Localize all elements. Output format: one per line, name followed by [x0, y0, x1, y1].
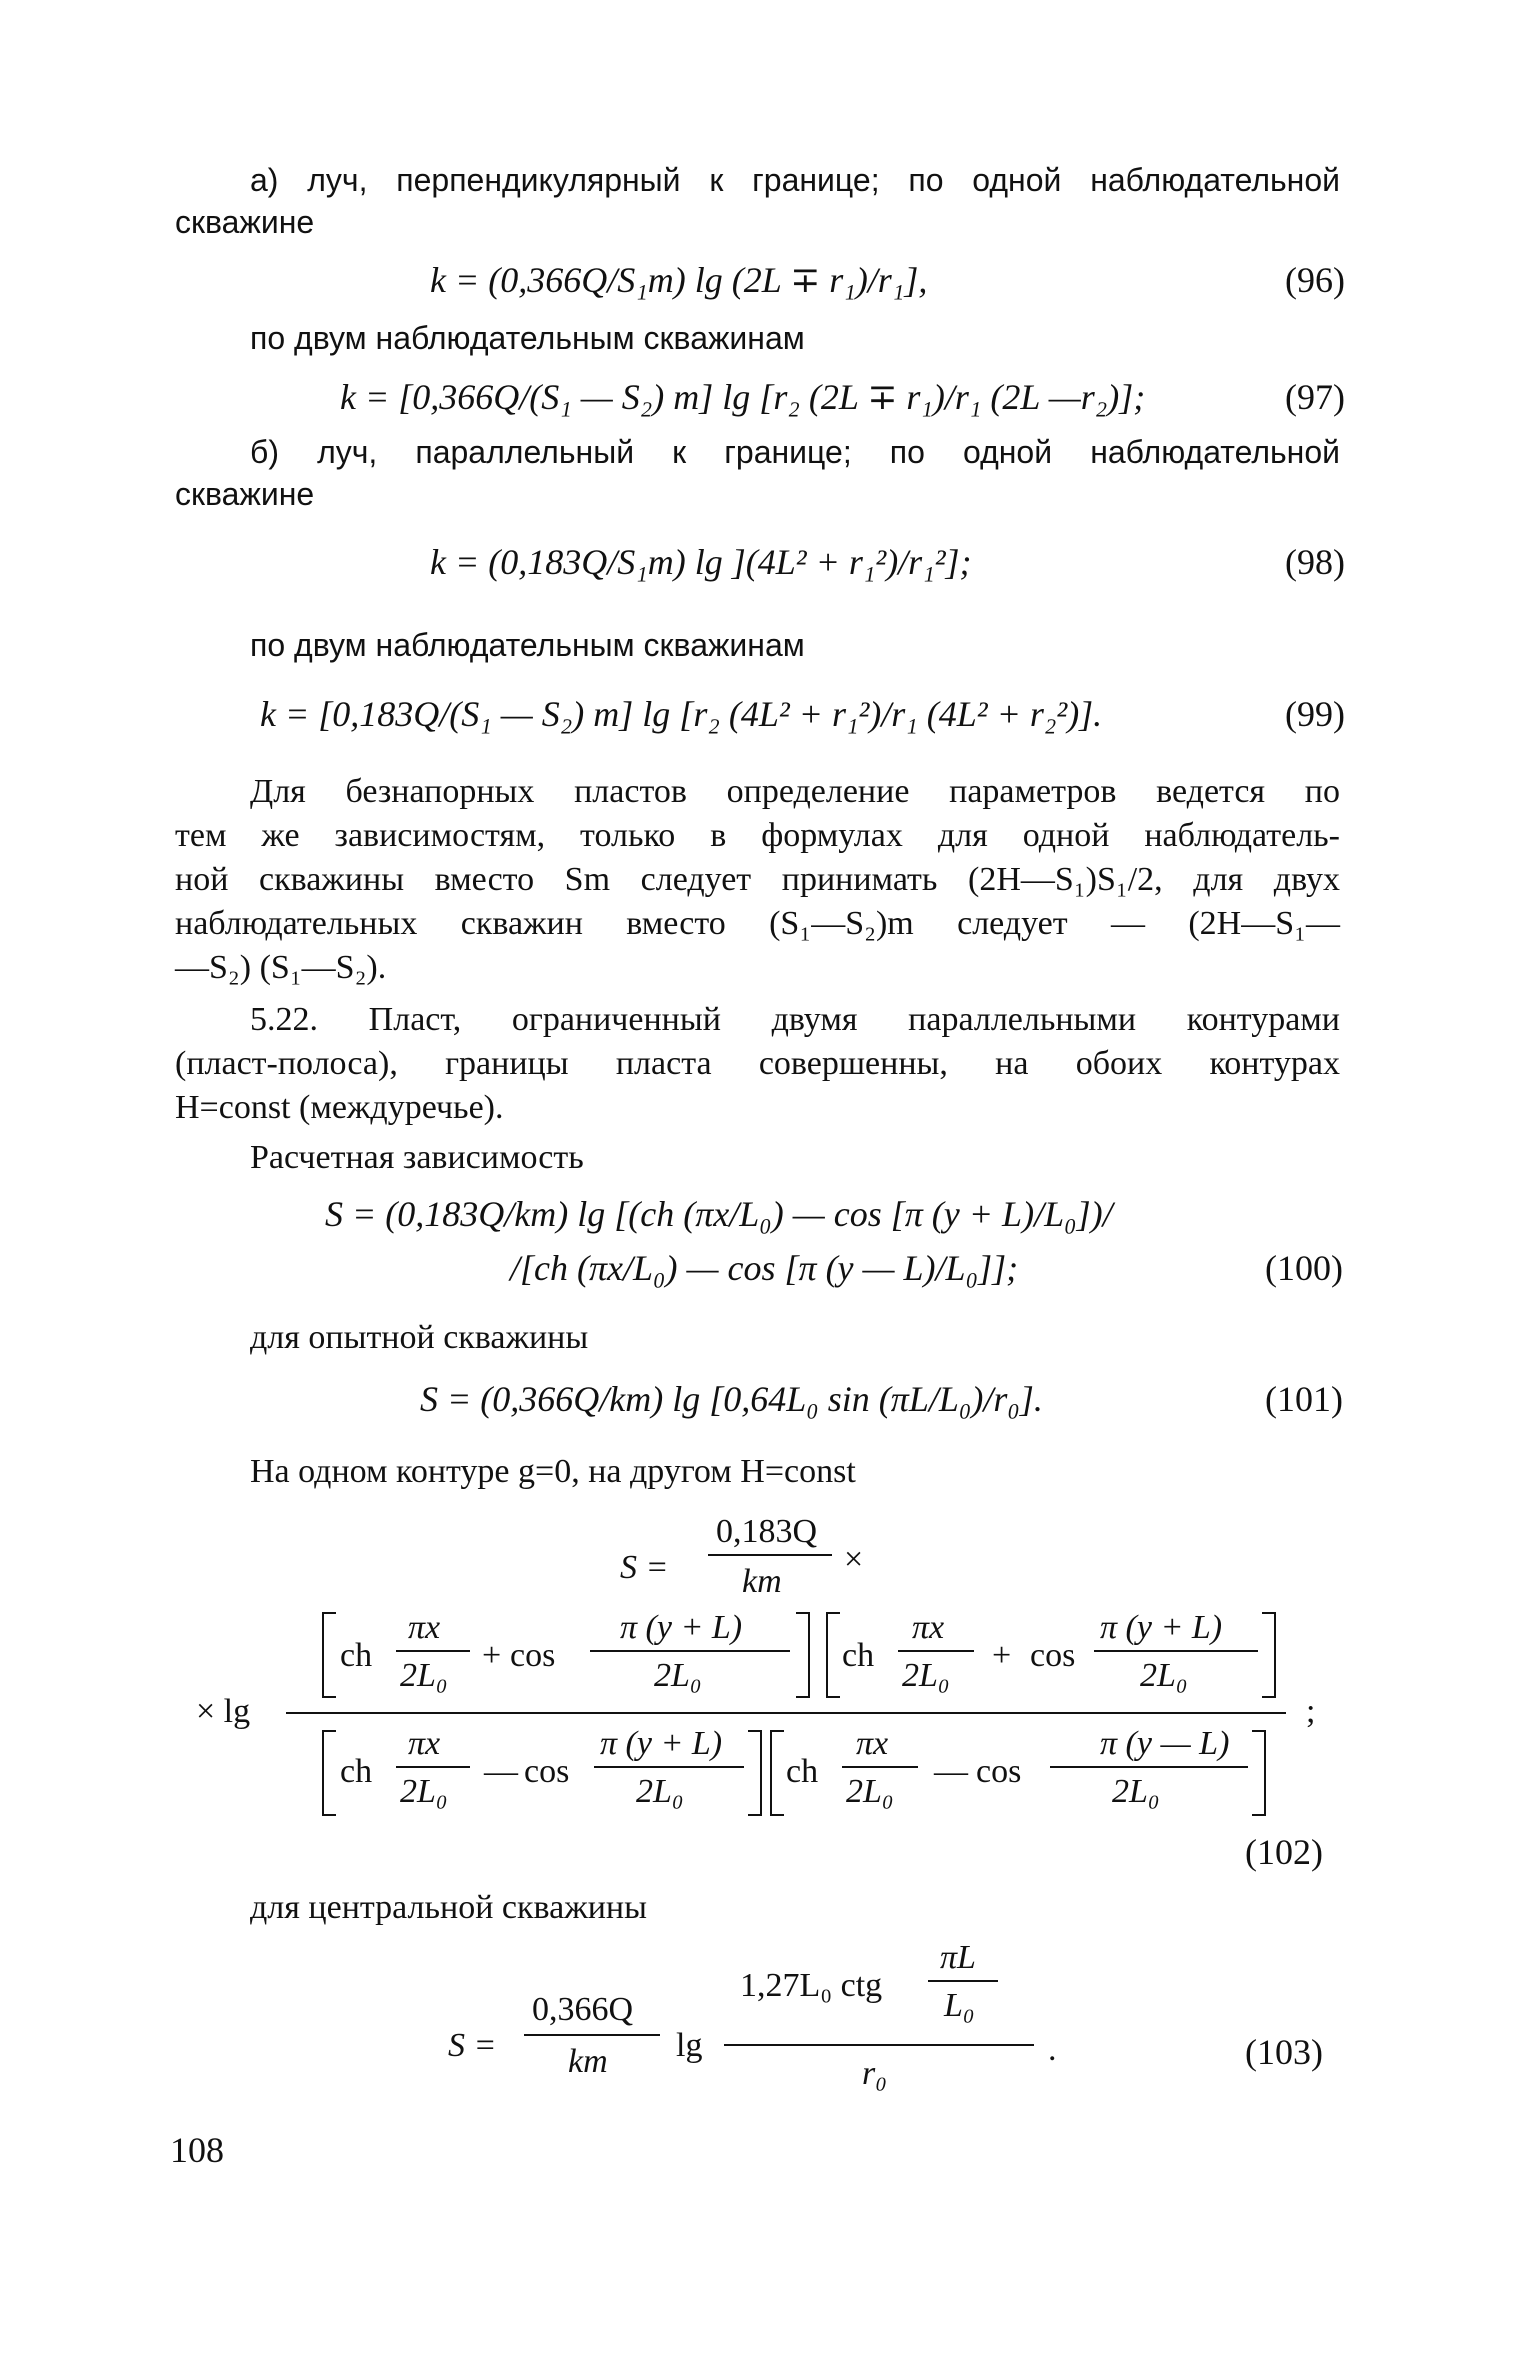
f102-num-2L0-1: 2L₀ [400, 1657, 448, 1694]
formula-100-line1: S = (0,183Q/km) lg [(ch (πx/L₀) — cos [π (y + L)/L₀])/ [325, 1194, 1113, 1234]
para1-line4: наблюдательных скважин вместо (S₁—S₂)m следует — (2H—S₁— [175, 905, 1340, 942]
text-b-line2: скважине [175, 476, 315, 512]
f102-num-piyL1: π (y + L) [620, 1609, 743, 1646]
text-a-line2: скважине [175, 204, 315, 240]
f102-num-frac2-bar [590, 1650, 790, 1652]
f102-den-2L0-3: 2L₀ [846, 1773, 894, 1810]
f102-num-bracket1-right [796, 1612, 810, 1698]
text-one-contour: На одном контуре g=0, на другом H=const [250, 1453, 856, 1490]
f102-den-piyL1: π (y + L) [600, 1725, 723, 1762]
f102-num-pix1: πx [408, 1609, 441, 1646]
f102-den-bracket2-left [770, 1730, 784, 1816]
f102-den-frac4-bar [1050, 1766, 1248, 1768]
f102-den-cos2: cos [976, 1753, 1022, 1790]
f102-times: × [844, 1541, 864, 1578]
f102-num-frac3-bar [898, 1650, 974, 1652]
f102-den-bracket1-right [748, 1730, 762, 1816]
f102-s-eq: S = [620, 1549, 669, 1586]
f102-num-frac4-bar [1094, 1650, 1258, 1652]
text-central-well: для центральной скважины [250, 1889, 647, 1926]
f102-den-2L0-4: 2L₀ [1112, 1773, 1160, 1810]
f102-den-frac1-bar [396, 1766, 470, 1768]
f102-num-cos1: cos [510, 1637, 556, 1674]
text-calc-dependence: Расчетная зависимость [250, 1139, 584, 1176]
f102-den-frac3-bar [842, 1766, 918, 1768]
f102-coef-den: km [742, 1563, 782, 1600]
f102-den-pix1: πx [408, 1725, 441, 1762]
eq-number-99: (99) [1285, 694, 1345, 734]
f103-piL: πL [940, 1939, 976, 1976]
para2-line1: 5.22. Пласт, ограниченный двумя параллельными контурами [250, 1001, 1340, 1038]
f102-den-bracket1-left [322, 1730, 336, 1816]
eq-number-96: (96) [1285, 260, 1345, 300]
f103-main-fraction-bar [724, 2044, 1034, 2046]
para1-line1: Для безнапорных пластов определение параметров ведется по [250, 773, 1340, 810]
eq-number-98: (98) [1285, 542, 1345, 582]
f102-num-ch2: ch [842, 1637, 875, 1674]
page-number: 108 [170, 2130, 224, 2170]
f102-main-fraction-bar [286, 1712, 1286, 1714]
formula-96: k = (0,366Q/S₁m) lg (2L ∓ r₁)/r₁], [430, 260, 928, 300]
f102-num-2L0-4: 2L₀ [1140, 1657, 1188, 1694]
para1-line5: —S₂) (S₁—S₂). [175, 949, 387, 986]
text-b-line1: б) луч, параллельный к границе; по одной наблюдательной [250, 434, 1340, 470]
f102-num-ch1: ch [340, 1637, 373, 1674]
f102-num-frac1-bar [396, 1650, 470, 1652]
f102-num-cos2: cos [1030, 1637, 1076, 1674]
f102-num-bracket1-left [322, 1612, 336, 1698]
formula-98: k = (0,183Q/S₁m) lg ](4L² + r₁²)/r₁²]; [430, 542, 972, 582]
f103-inner-fraction-bar [928, 1980, 998, 1982]
f102-coef-num: 0,183Q [716, 1513, 818, 1550]
f102-den-ch1: ch [340, 1753, 373, 1790]
f102-den-2L0-1: 2L₀ [400, 1773, 448, 1810]
f102-num-plus2: + [992, 1637, 1012, 1674]
formula-101: S = (0,366Q/km) lg [0,64L₀ sin (πL/L₀)/r₀]. [420, 1379, 1043, 1419]
f103-L0: L₀ [944, 1987, 975, 2024]
f103-dot: . [1048, 2031, 1057, 2068]
f103-coef-den: km [568, 2043, 608, 2080]
f102-times-lg: × lg [196, 1693, 251, 1730]
f102-num-pix2: πx [912, 1609, 945, 1646]
eq-number-100: (100) [1265, 1248, 1343, 1288]
f102-den-minus1: — [484, 1753, 518, 1790]
para2-line3: H=const (междуречье). [175, 1089, 504, 1126]
text-two-wells-1: по двум наблюдательным скважинам [250, 320, 805, 356]
f102-num-2L0-2: 2L₀ [654, 1657, 702, 1694]
f102-den-cos1: cos [524, 1753, 570, 1790]
formula-100-line2: /[ch (πx/L₀) — cos [π (y — L)/L₀]]; [510, 1248, 1019, 1288]
f102-den-minus2: — [934, 1753, 968, 1790]
f103-r0: r₀ [862, 2055, 888, 2092]
text-two-wells-2: по двум наблюдательным скважинам [250, 627, 805, 663]
f103-lg: lg [676, 2027, 703, 2064]
eq-number-102: (102) [1245, 1832, 1323, 1872]
f102-num-2L0-3: 2L₀ [902, 1657, 950, 1694]
f102-num-bracket2-left [826, 1612, 840, 1698]
eq-number-101: (101) [1265, 1379, 1343, 1419]
para1-line2: тем же зависимостям, только в формулах для одной наблюдатель- [175, 817, 1340, 854]
f103-coef-num: 0,366Q [532, 1991, 634, 2028]
para2-line2: (пласт-полоса), границы пласта совершенны, на обоих контурах [175, 1045, 1340, 1082]
f102-den-frac2-bar [594, 1766, 744, 1768]
f102-den-bracket2-right [1252, 1730, 1266, 1816]
f102-den-piyL2: π (y — L) [1100, 1725, 1230, 1762]
text-experimental-well: для опытной скважины [250, 1319, 589, 1356]
text-a-line1: а) луч, перпендикулярный к границе; по одной наблюдательной [250, 162, 1340, 198]
f102-semicolon: ; [1306, 1693, 1316, 1730]
f102-den-pix2: πx [856, 1725, 889, 1762]
f102-num-piyL2: π (y + L) [1100, 1609, 1223, 1646]
f103-coef-fraction-bar [524, 2034, 660, 2036]
f103-inner-num: 1,27L₀ ctg [740, 1967, 883, 2004]
formula-99: k = [0,183Q/(S₁ — S₂) m] lg [r₂ (4L² + r₁²)/r₁ (4L² + r₂²)]. [260, 694, 1103, 734]
f102-den-ch2: ch [786, 1753, 819, 1790]
f102-coef-fraction-bar [708, 1554, 832, 1556]
f102-num-bracket2-right [1262, 1612, 1276, 1698]
f103-s-eq: S = [448, 2027, 497, 2064]
formula-97: k = [0,366Q/(S₁ — S₂) m] lg [r₂ (2L ∓ r₁)/r₁ (2L —r₂)]; [340, 377, 1146, 417]
para1-line3: ной скважины вместо Sm следует принимать (2H—S₁)S₁/2, для двух [175, 861, 1340, 898]
eq-number-103: (103) [1245, 2032, 1323, 2072]
eq-number-97: (97) [1285, 377, 1345, 417]
f102-den-2L0-2: 2L₀ [636, 1773, 684, 1810]
f102-num-plus1: + [482, 1637, 502, 1674]
